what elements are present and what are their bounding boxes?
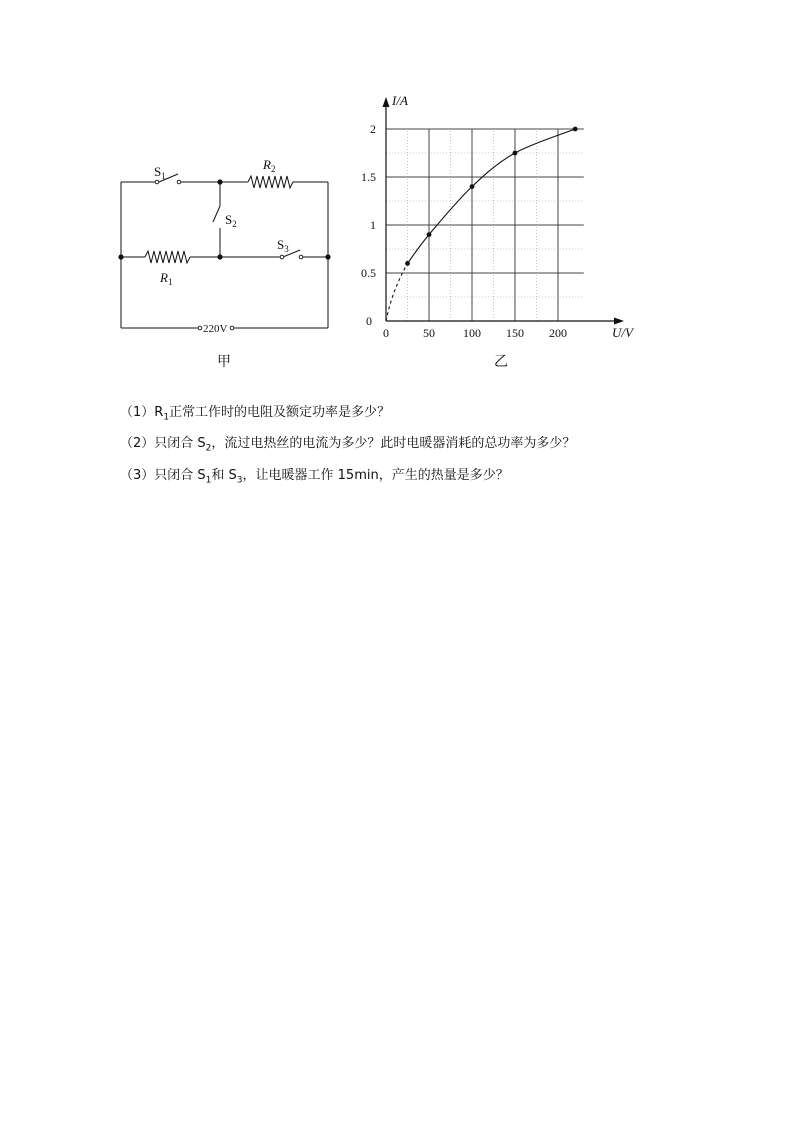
question-1: $(1)R_1$正常工作时的电阻及额定功率是多少？	[120, 405, 391, 423]
curve-solid	[408, 129, 576, 263]
question-3: （3）只闭合 $S_1$和 $S_3$，让电暖器工作 15min，产生的热量是多少？	[120, 468, 509, 486]
label-s2: $S_2$	[225, 212, 237, 229]
x-axis-arrow	[614, 318, 624, 325]
source-terminal	[230, 326, 234, 330]
chart-tick-labels	[361, 122, 567, 340]
x-tick-label: 200	[549, 326, 567, 340]
y-tick-label: 2	[370, 122, 376, 136]
label-s3: $S_3$	[277, 237, 289, 254]
x-tick-label: 150	[506, 326, 524, 340]
y-tick-label: 0.5	[361, 266, 376, 280]
y-axis-label: I/A	[392, 93, 408, 108]
label-s1: $S_1$	[154, 164, 166, 181]
data-point	[513, 151, 518, 156]
source-terminal	[198, 326, 202, 330]
x-axis-label: U/V	[612, 325, 633, 340]
curve-dashed	[386, 263, 408, 321]
junction-dot	[325, 254, 330, 259]
resistor-r1	[145, 251, 190, 263]
circuit-caption: 甲	[217, 354, 231, 370]
x-tick-label: 0	[383, 326, 389, 340]
y-tick-label: 1	[370, 218, 376, 232]
chart-axes	[383, 97, 625, 325]
chart-caption: 乙	[494, 354, 508, 370]
data-point	[427, 232, 432, 237]
y-tick-label: 0	[366, 314, 372, 328]
junction-dot	[118, 254, 123, 259]
label-r2: $R_2$	[263, 157, 276, 174]
switch-s1-contact	[155, 180, 159, 184]
switch-s3-contact	[280, 255, 284, 259]
y-axis-arrow	[383, 97, 390, 107]
chart-grid	[386, 129, 584, 321]
data-point	[405, 261, 410, 266]
x-tick-label: 100	[463, 326, 481, 340]
junction-dot	[217, 179, 222, 184]
label-source: 220V	[203, 323, 228, 335]
switch-s1-contact	[177, 180, 181, 184]
y-tick-label: 1.5	[361, 170, 376, 184]
circuit-diagram	[0, 0, 360, 360]
label-r1: $R_1$	[160, 270, 173, 287]
chart-markers	[405, 127, 577, 266]
iu-chart	[350, 85, 650, 350]
resistor-r2	[248, 176, 293, 188]
data-point	[573, 127, 578, 132]
switch-s2-blade	[213, 206, 220, 222]
question-2: （2）只闭合 $S_2$，流过电热丝的电流为多少？此时电暖器消耗的总功率为多少？	[120, 436, 576, 454]
junction-dot	[217, 254, 222, 259]
switch-s3-contact	[299, 255, 303, 259]
data-point	[470, 184, 475, 189]
x-tick-label: 50	[423, 326, 435, 340]
